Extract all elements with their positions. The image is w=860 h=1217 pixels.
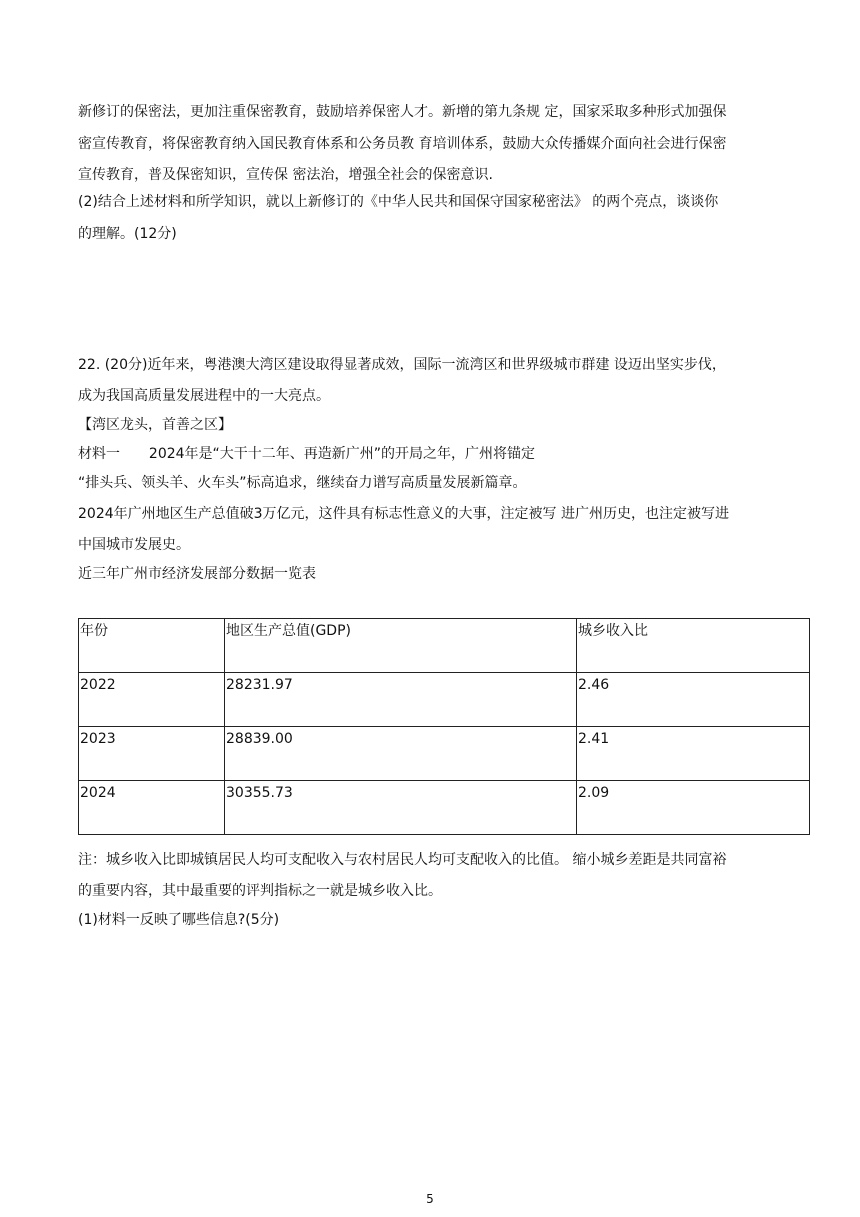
question-text: 的理解。(12分): [78, 226, 177, 242]
material-line: “排头兵、领头羊、火车头”标高追求，继续奋力谱写高质量发展新篇章。: [78, 475, 527, 491]
material-line: [78, 444, 535, 464]
note-line: 的重要内容，其中最重要的评判指标之一就是城乡收入比。: [78, 883, 442, 899]
table-row: [79, 727, 810, 781]
sub-question-1: (1)材料一反映了哪些信息?(5分): [78, 912, 280, 928]
table-cell: 2.46: [577, 673, 810, 727]
text-line: 密宣传教育，将保密教育纳入国民教育体系和公务员教 育培训体系，鼓励大众传播媒介面向社会进行保密: [78, 136, 727, 152]
question-intro: 22. (20分)近年来，粤港澳大湾区建设取得显著成效，国际一流湾区和世界级城市群建 设迈出坚实步伐，: [78, 357, 726, 373]
header-cell-gdp: 地区生产总值(GDP): [225, 619, 577, 673]
table-cell: 28839.00: [225, 727, 577, 781]
table-cell: 2022: [79, 673, 225, 727]
note-line: 注：城乡收入比即城镇居民人均可支配收入与农村居民人均可支配收入的比值。 缩小城乡差距是共同富裕: [78, 852, 727, 868]
table-cell: 30355.73: [225, 781, 577, 835]
gdp-data-table: [78, 618, 810, 835]
table-row: [79, 781, 810, 835]
table-cell: 2.09: [577, 781, 810, 835]
question-text: (2)结合上述材料和所学知识，就以上新修订的《中华人民共和国保守国家秘密法》 的两个亮点，谈谈你: [78, 194, 719, 210]
table-header-row: [79, 619, 810, 673]
table-cell: 2024: [79, 781, 225, 835]
page-number: 5: [426, 1192, 434, 1206]
table-caption: 近三年广州市经济发展部分数据一览表: [78, 566, 316, 582]
paragraph-line: 2024年广州地区生产总值破3万亿元，这件具有标志性意义的大事，注定被写 进广州历史，也注定被写进: [78, 506, 729, 522]
header-cell-year: 年份: [79, 619, 225, 673]
paragraph-line: 中国城市发展史。: [78, 537, 190, 553]
question-intro: 成为我国高质量发展进程中的一大亮点。: [78, 388, 330, 404]
section-heading: 【湾区龙头，首善之区】: [78, 417, 232, 433]
table-cell: 2.41: [577, 727, 810, 781]
table-cell: 28231.97: [225, 673, 577, 727]
table-cell: 2023: [79, 727, 225, 781]
table-row: [79, 673, 810, 727]
material-label: 材料一: [78, 446, 120, 462]
material-text: 2024年是“大干十二年、再造新广州”的开局之年，广州将锚定: [148, 446, 536, 462]
header-cell-income-ratio: 城乡收入比: [577, 619, 810, 673]
text-line: 新修订的保密法，更加注重保密教育，鼓励培养保密人才。新增的第九条规 定，国家采取多种形式加强保: [78, 104, 727, 120]
text-line: 宣传教育，普及保密知识，宣传保 密法治，增强全社会的保密意识.: [78, 167, 493, 183]
